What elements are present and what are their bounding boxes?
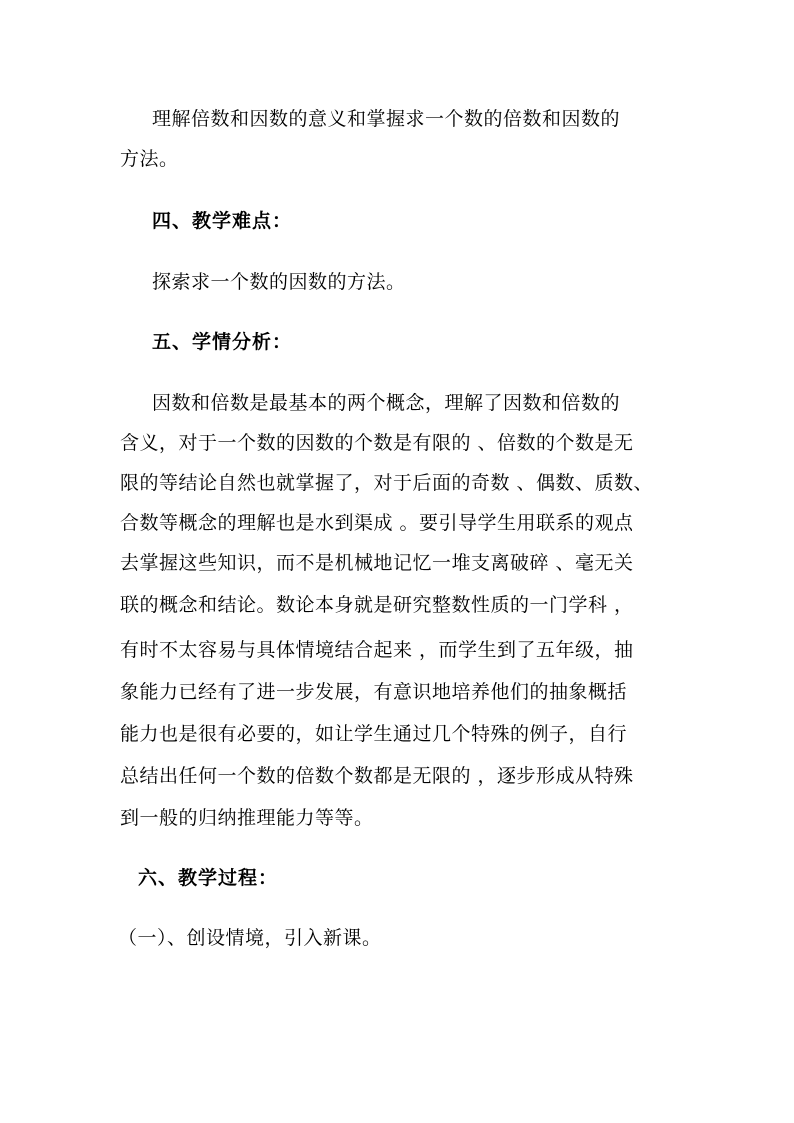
paragraph-3-line-1: 因数和倍数是最基本的两个概念，理解了因数和倍数的 [152, 392, 621, 414]
paragraph-3-line-11: 到一般的归纳推理能力等等。 [120, 807, 374, 829]
paragraph-1-line-2: 方法。 [120, 148, 179, 170]
paragraph-3-line-4: 合数等概念的理解也是水到渠成 。要引导学生用联系的观点 [120, 512, 634, 534]
subheading-create-situation: （一）、创设情境，引入新课。 [118, 927, 382, 949]
paragraph-3-line-8: 象能力已经有了进一步发展，有意识地培养他们的抽象概括 [120, 681, 628, 703]
paragraph-1-line-1: 理解倍数和因数的意义和掌握求一个数的倍数和因数的 [152, 108, 621, 130]
section-heading-teaching-process: 六、教学过程： [138, 867, 279, 889]
paragraph-3-line-10: 总结出任何一个数的倍数个数都是无限的 ，逐步形成从特殊 [120, 765, 634, 787]
paragraph-3-line-3: 限的等结论自然也就掌握了，对于后面的奇数 、偶数、质数、 [120, 472, 654, 494]
paragraph-3-line-6: 联的概念和结论。数论本身就是研究整数性质的一门学科 ， [120, 594, 634, 616]
paragraph-3-line-5: 去掌握这些知识，而不是机械地记忆一堆支离破碎 、毫无关 [120, 552, 634, 574]
section-heading-student-analysis: 五、学情分析： [152, 331, 293, 353]
paragraph-3-line-2: 含义，对于一个数的因数的个数是有限的 、倍数的个数是无 [120, 432, 634, 454]
paragraph-3-line-9: 能力也是很有必要的，如让学生通过几个特殊的例子，自行 [120, 723, 628, 745]
section-heading-teaching-difficulties: 四、教学难点： [152, 210, 293, 232]
paragraph-2-line-1: 探索求一个数的因数的方法。 [152, 271, 406, 293]
paragraph-3-line-7: 有时不太容易与具体情境结合起来 ，而学生到了五年级，抽 [120, 639, 634, 661]
